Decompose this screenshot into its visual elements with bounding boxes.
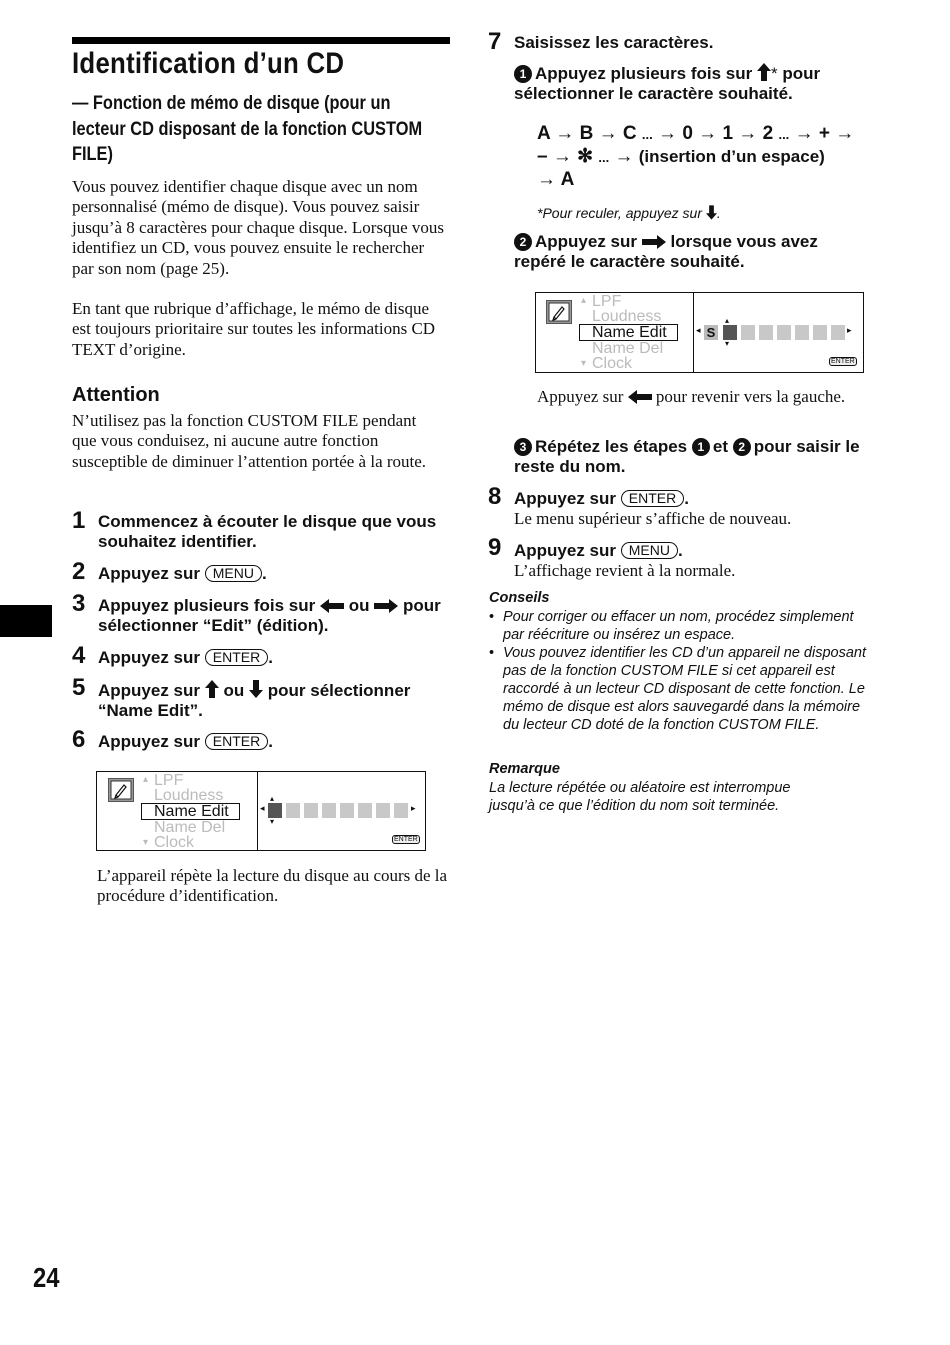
char-cell bbox=[394, 803, 408, 818]
char-cell bbox=[358, 803, 372, 818]
page-subtitle: — Fonction de mémo de disque (pour un lecteur CD disposant de la fonction CUSTOM FILE) bbox=[72, 92, 423, 165]
lcd-menu bbox=[141, 773, 240, 850]
sequence-space: (insertion d’un espace) bbox=[638, 147, 825, 166]
scroll-down-icon: ▾ bbox=[143, 837, 149, 848]
footnote-text: *Pour reculer, appuyez sur bbox=[537, 205, 702, 221]
tip-item: • Vous pouvez identifier les CD d’un appareil ne disposant pas de la fonction CUSTOM FILE si cet appareil est raccordé à un lecteur CD disposant de cette fonction. Le mémo de disque est alors sauvegardé dans la mémoire du lecteur CD doté de la fonction CUSTOM FILE. bbox=[489, 644, 869, 734]
char-cell bbox=[286, 803, 300, 818]
char-cell bbox=[741, 325, 755, 340]
sequence-ellipsis: ... bbox=[598, 150, 610, 165]
footnote bbox=[537, 204, 721, 222]
step-circle-1: 1 bbox=[692, 438, 710, 456]
char-cell bbox=[813, 325, 827, 340]
lcd-item bbox=[579, 294, 678, 309]
sequence-ellipsis: ... bbox=[641, 127, 653, 142]
step-number: 1 bbox=[72, 507, 86, 534]
attention-heading: Attention bbox=[72, 384, 160, 406]
step-7-text: Saisissez les caractères. bbox=[514, 33, 714, 52]
lcd-item bbox=[579, 356, 678, 371]
sequence-char: 0 bbox=[682, 123, 693, 144]
arrow-left-icon bbox=[628, 390, 652, 404]
tip-item: • Pour corriger ou effacer un nom, procédez simplement par réécriture ou insérez un espace. bbox=[489, 608, 869, 644]
enter-button-label: ENTER bbox=[621, 490, 684, 507]
step-number: 2 bbox=[72, 558, 86, 585]
step-circle-3: 3 bbox=[514, 438, 532, 456]
step-number: 5 bbox=[72, 674, 86, 701]
step-text: Appuyez plusieurs fois sur bbox=[535, 64, 753, 83]
substep-7-1 bbox=[514, 63, 874, 104]
lcd-divider bbox=[693, 293, 694, 372]
step-text: Appuyez sur bbox=[514, 541, 617, 560]
sequence-char: C bbox=[622, 123, 637, 144]
step-text: pour saisir le reste du nom. bbox=[514, 437, 860, 476]
step-6-description: L’appareil répète la lecture du disque au cours de la procédure d’identification. bbox=[97, 866, 448, 906]
char-cell bbox=[759, 325, 773, 340]
lcd-up-indicator: ▴ bbox=[270, 794, 275, 803]
lcd-item: Loudness bbox=[592, 308, 662, 325]
footnote-text: . bbox=[716, 205, 721, 221]
arrow-down-icon bbox=[249, 680, 263, 698]
lcd-item-label: Name Edit bbox=[141, 803, 240, 820]
sequence-char: – bbox=[537, 146, 548, 167]
arrow-right-icon bbox=[374, 599, 398, 613]
step-number: 8 bbox=[488, 483, 502, 510]
lcd-item-label: Name Edit bbox=[579, 324, 678, 341]
lcd-item-label: Clock bbox=[592, 355, 633, 372]
step-text: . bbox=[268, 732, 273, 751]
lcd-up-indicator: ▴ bbox=[725, 316, 730, 325]
lcd-item-label: LPF bbox=[154, 772, 184, 789]
lcd-item bbox=[141, 835, 240, 850]
step-text: Appuyez plusieurs fois sur bbox=[98, 596, 316, 615]
sequence-ellipsis: ... bbox=[778, 127, 790, 142]
step-6-text bbox=[98, 732, 273, 752]
step-text: lorsque vous avez repéré le caractère souhaité. bbox=[514, 232, 818, 271]
tips-list bbox=[489, 608, 869, 734]
lcd-item bbox=[141, 773, 240, 788]
arrow-up-icon bbox=[205, 680, 219, 698]
title-rule bbox=[72, 37, 450, 44]
entered-char: S bbox=[704, 325, 718, 340]
step-number: 9 bbox=[488, 534, 502, 561]
footnote-marker: * bbox=[771, 64, 778, 83]
step-text: Appuyez sur bbox=[535, 232, 638, 251]
step-text: . bbox=[684, 489, 689, 508]
section-tab bbox=[0, 605, 52, 637]
step-text: Répétez les étapes bbox=[535, 437, 688, 456]
step-text: et bbox=[712, 437, 728, 456]
lcd-display bbox=[96, 771, 426, 851]
step-text: pour sélectionner “Name Edit”. bbox=[98, 681, 411, 720]
lcd-left-indicator: ◂ bbox=[696, 325, 701, 335]
step-number: 6 bbox=[72, 726, 86, 753]
lcd-item: Name Del bbox=[154, 819, 226, 836]
lcd-item: Name Del bbox=[592, 340, 664, 357]
arrow-up-icon bbox=[757, 63, 771, 81]
step-circle-2: 2 bbox=[733, 438, 751, 456]
arrow-down-icon bbox=[706, 205, 717, 220]
cursor-cell bbox=[268, 803, 282, 818]
step-number: 3 bbox=[72, 590, 86, 617]
scroll-down-icon: ▾ bbox=[581, 358, 587, 369]
step-9-text bbox=[514, 541, 683, 561]
lcd-left-indicator: ◂ bbox=[260, 803, 265, 813]
step-text: . bbox=[678, 541, 683, 560]
char-cell bbox=[340, 803, 354, 818]
step-circle-1: 1 bbox=[514, 65, 532, 83]
scroll-up-icon: ▴ bbox=[143, 774, 149, 785]
arrow-left-icon bbox=[320, 599, 344, 613]
step-4-text bbox=[98, 648, 273, 668]
substep-7-3 bbox=[514, 437, 874, 477]
scroll-up-icon: ▴ bbox=[581, 295, 587, 306]
lcd-down-indicator: ▾ bbox=[725, 339, 730, 348]
tips-heading: Conseils bbox=[489, 590, 550, 606]
sequence-char: A bbox=[560, 169, 575, 190]
lcd-divider bbox=[257, 772, 258, 850]
char-cell bbox=[322, 803, 336, 818]
sequence-char: B bbox=[579, 123, 594, 144]
step-8-description: Le menu supérieur s’affiche de nouveau. bbox=[514, 509, 792, 528]
page-title: Identification d’un CD bbox=[72, 47, 345, 80]
attention-text: N’utilisez pas la fonction CUSTOM FILE pendant que vous conduisez, ni aucune autre fonction susceptible de diminuer l’attention portée à la route. bbox=[72, 411, 427, 471]
lcd-right-indicator: ▸ bbox=[411, 803, 416, 813]
step-text: . bbox=[268, 648, 273, 667]
pencil-icon bbox=[108, 778, 134, 802]
step-text: Appuyez sur bbox=[514, 489, 617, 508]
enter-indicator: ENTER bbox=[831, 358, 855, 365]
step-5-text bbox=[98, 680, 453, 721]
lcd-item-label: Clock bbox=[154, 834, 195, 851]
intro-paragraph-2: En tant que rubrique d’affichage, le mémo de disque est toujours prioritaire sur toutes les informations CD TEXT d’origine. bbox=[72, 299, 436, 359]
menu-button-label: MENU bbox=[205, 565, 262, 582]
cursor-cell bbox=[723, 325, 737, 340]
step-text: Appuyez sur bbox=[98, 648, 201, 667]
sequence-char: ✻ bbox=[577, 146, 594, 167]
enter-button-label: ENTER bbox=[205, 733, 268, 750]
char-cell bbox=[795, 325, 809, 340]
step-text: ou bbox=[223, 681, 245, 700]
lcd-item-label: LPF bbox=[592, 293, 622, 310]
sequence-char: 1 bbox=[722, 123, 734, 144]
sequence-char: 2 bbox=[762, 123, 774, 144]
character-sequence: A → B → C ... → 0 → 1 → 2 ... → + → – → ✻ ... → (insertion d’un espace) → A bbox=[537, 123, 855, 190]
char-cell bbox=[376, 803, 390, 818]
char-cell bbox=[777, 325, 791, 340]
pencil-icon bbox=[546, 300, 572, 324]
step-number: 4 bbox=[72, 642, 86, 669]
lcd-display bbox=[535, 292, 864, 373]
note-heading: Remarque bbox=[489, 761, 560, 777]
char-cell bbox=[304, 803, 318, 818]
substep-7-2 bbox=[514, 232, 874, 272]
step-text: pour sélectionner “Edit” (édition). bbox=[98, 596, 441, 635]
step-text: Appuyez sur bbox=[98, 564, 201, 583]
lcd-right-indicator: ▸ bbox=[847, 325, 852, 335]
substep-7-2-description bbox=[537, 387, 867, 407]
lcd-item-selected bbox=[579, 324, 678, 341]
char-cell bbox=[831, 325, 845, 340]
step-number: 7 bbox=[488, 28, 502, 55]
intro-paragraph-1: Vous pouvez identifier chaque disque avec un nom personnalisé (mémo de disque). Vous pouvez saisir jusqu’à 8 caractères pour chaque disque. Lorsque vous identifiez un CD, vous pouvez ensuite le rechercher par son nom (page 25). bbox=[72, 177, 444, 278]
step-2-text bbox=[98, 564, 267, 584]
step-text: . bbox=[262, 564, 267, 583]
description-text: Appuyez sur bbox=[537, 387, 624, 406]
step-3-text bbox=[98, 596, 448, 636]
lcd-down-indicator: ▾ bbox=[270, 817, 275, 826]
lcd-item-selected bbox=[141, 803, 240, 820]
step-1-text: Commencez à écouter le disque que vous souhaitez identifier. bbox=[98, 512, 437, 551]
step-text: pour sélectionner le caractère souhaité. bbox=[514, 64, 821, 103]
enter-indicator: ENTER bbox=[394, 836, 418, 843]
step-8-text bbox=[514, 489, 689, 509]
sequence-char: + bbox=[818, 123, 830, 144]
lcd-item: Loudness bbox=[154, 787, 224, 804]
step-text: Appuyez sur bbox=[98, 732, 201, 751]
description-text: pour revenir vers la gauche. bbox=[655, 387, 846, 406]
menu-button-label: MENU bbox=[621, 542, 678, 559]
sequence-char: A bbox=[537, 123, 551, 144]
step-text: ou bbox=[348, 596, 370, 615]
lcd-menu bbox=[579, 294, 678, 371]
step-circle-2: 2 bbox=[514, 233, 532, 251]
note-text: La lecture répétée ou aléatoire est interrompue jusqu’à ce que l’édition du nom soit terminée. bbox=[489, 780, 791, 814]
page-number: 24 bbox=[33, 1262, 60, 1293]
step-text: Appuyez sur bbox=[98, 681, 201, 700]
step-9-description: L’affichage revient à la normale. bbox=[514, 561, 736, 580]
arrow-right-icon bbox=[642, 235, 666, 249]
enter-button-label: ENTER bbox=[205, 649, 268, 666]
